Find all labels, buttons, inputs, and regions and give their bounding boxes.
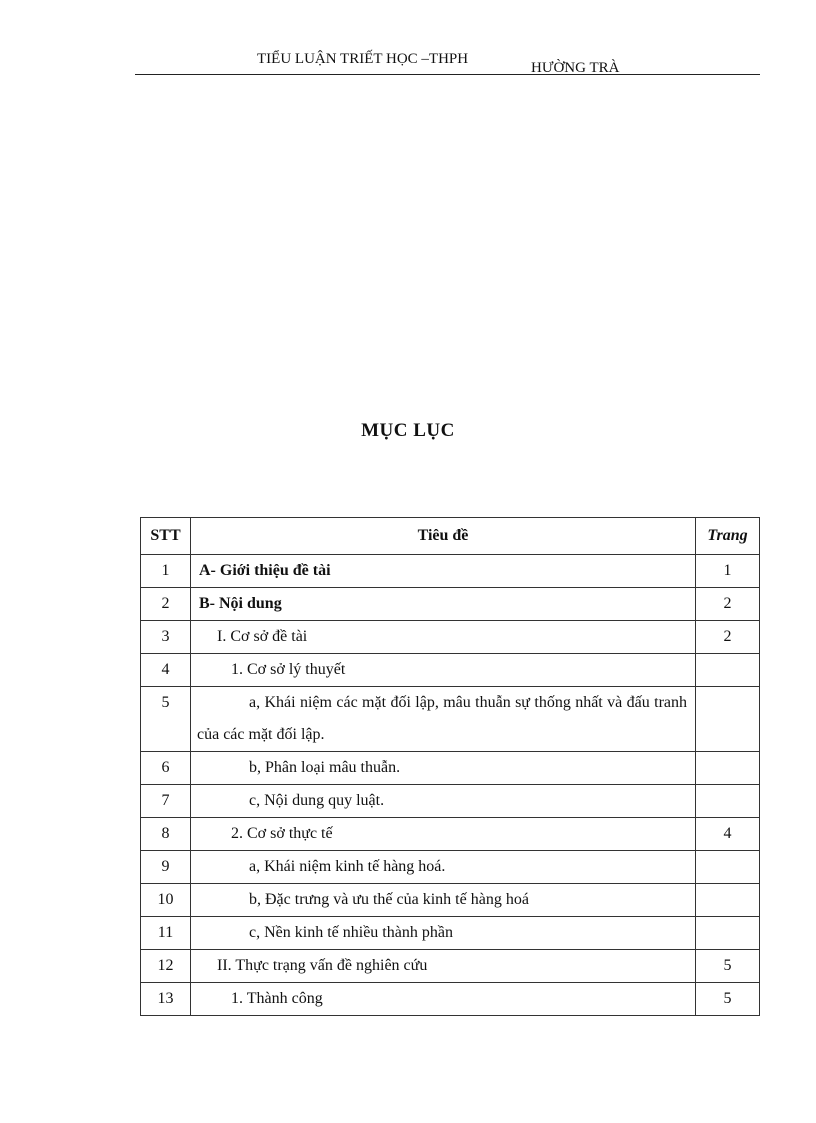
row-page — [696, 687, 760, 752]
page-title: MỤC LỤC — [361, 420, 455, 441]
row-title: b, Phân loại mâu thuẫn. — [191, 752, 696, 785]
row-stt: 10 — [141, 884, 191, 917]
row-stt: 9 — [141, 851, 191, 884]
row-stt: 6 — [141, 752, 191, 785]
row-title: A- Giới thiệu đề tài — [191, 555, 696, 588]
table-row — [141, 588, 760, 621]
table-row — [141, 785, 760, 818]
row-stt: 2 — [141, 588, 191, 621]
row-title: II. Thực trạng vấn đề nghiên cứu — [191, 950, 696, 983]
row-title: c, Nền kinh tế nhiều thành phần — [191, 917, 696, 950]
row-title: 1. Cơ sở lý thuyết — [191, 654, 696, 687]
column-header-page: Trang — [696, 518, 760, 555]
header-title: TIỂU LUẬN TRIẾT HỌC –THPH — [257, 51, 469, 67]
table-row — [141, 555, 760, 588]
row-stt: 12 — [141, 950, 191, 983]
row-stt: 7 — [141, 785, 191, 818]
row-title: 2. Cơ sở thực tế — [191, 818, 696, 851]
table-row — [141, 621, 760, 654]
row-page — [696, 851, 760, 884]
row-page — [696, 654, 760, 687]
row-stt: 1 — [141, 555, 191, 588]
table-row — [141, 983, 760, 1016]
column-header-stt: STT — [141, 518, 191, 555]
row-stt: 13 — [141, 983, 191, 1016]
toc-header-row — [141, 518, 760, 555]
header-author: HƯỜNG TRÀ — [531, 60, 620, 76]
column-header-title: Tiêu đề — [191, 518, 696, 555]
row-page — [696, 785, 760, 818]
row-page: 5 — [696, 950, 760, 983]
row-page: 1 — [696, 555, 760, 588]
row-stt: 11 — [141, 917, 191, 950]
page-header — [135, 48, 760, 75]
row-page: 2 — [696, 588, 760, 621]
row-title: B- Nội dung — [191, 588, 696, 621]
row-page: 2 — [696, 621, 760, 654]
row-stt: 5 — [141, 687, 191, 752]
table-row — [141, 950, 760, 983]
toc-table — [140, 517, 760, 1016]
table-row — [141, 654, 760, 687]
row-page: 4 — [696, 818, 760, 851]
row-title: 1. Thành công — [191, 983, 696, 1016]
row-title: b, Đặc trưng và ưu thế của kinh tế hàng hoá — [191, 884, 696, 917]
row-stt: 4 — [141, 654, 191, 687]
table-row — [141, 851, 760, 884]
table-row — [141, 752, 760, 785]
table-row — [141, 687, 760, 752]
row-page — [696, 917, 760, 950]
row-stt: 3 — [141, 621, 191, 654]
row-page — [696, 884, 760, 917]
table-row — [141, 818, 760, 851]
table-row — [141, 917, 760, 950]
row-title: I. Cơ sở đề tài — [191, 621, 696, 654]
row-title: c, Nội dung quy luật. — [191, 785, 696, 818]
table-row — [141, 884, 760, 917]
row-title: a, Khái niệm kinh tế hàng hoá. — [191, 851, 696, 884]
row-page — [696, 752, 760, 785]
row-title: a, Khái niệm các mặt đối lập, mâu thuẫn sự thống nhất và đấu tranh của các mặt đối lập. — [191, 687, 696, 752]
row-stt: 8 — [141, 818, 191, 851]
row-page: 5 — [696, 983, 760, 1016]
